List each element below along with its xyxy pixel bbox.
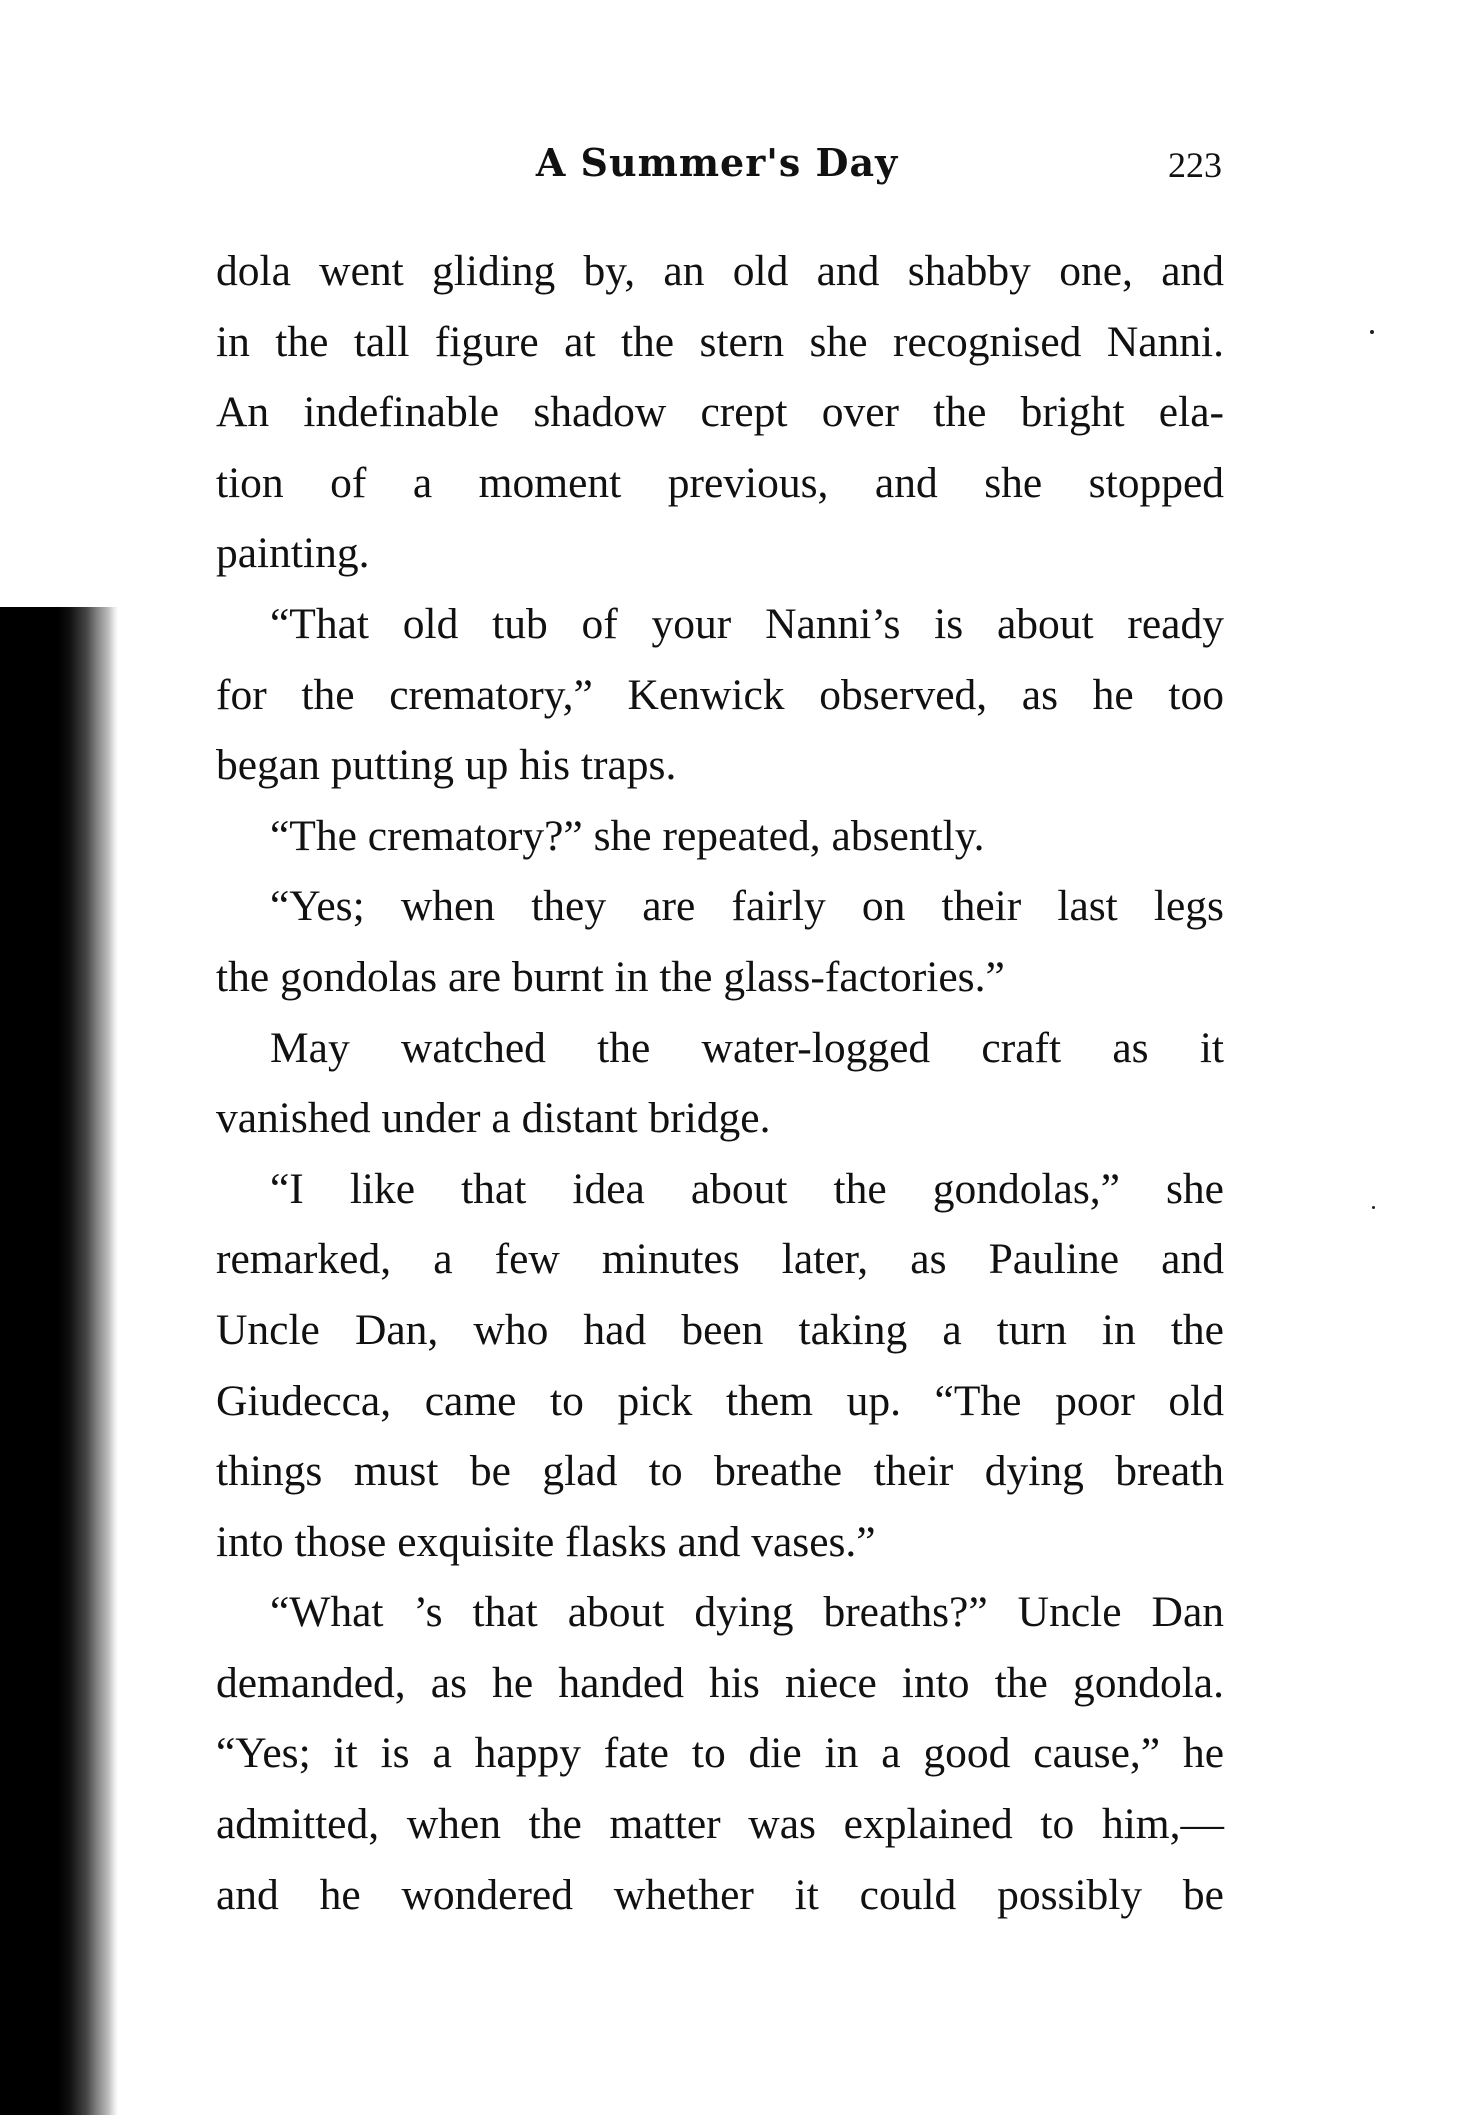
- text-line: Uncle Dan, who had been taking a turn in the: [216, 1305, 1224, 1354]
- page-number: 223: [1168, 145, 1222, 185]
- text-line: into those exquisite flasks and vases.”: [216, 1517, 876, 1566]
- text-line: in the tall figure at the stern she recognised Nanni.: [216, 317, 1224, 366]
- text-line: painting.: [216, 529, 370, 578]
- text-line: May watched the water-logged craft as it: [270, 1023, 1224, 1072]
- text-line: dola went gliding by, an old and shabby one, and: [216, 247, 1224, 295]
- text-line: things must be glad to breathe their dying breath: [216, 1447, 1224, 1496]
- text-line: the gondolas are burnt in the glass-factories.”: [216, 952, 1005, 1001]
- text-line: vanished under a distant bridge.: [216, 1094, 771, 1143]
- text-line: “What ’s that about dying breaths?” Uncle Dan: [270, 1588, 1224, 1637]
- text-line: “Yes; when they are fairly on their last legs: [270, 882, 1224, 931]
- text-line: “The crematory?” she repeated, absently.: [270, 811, 985, 860]
- text-line: for the crematory,” Kenwick observed, as he too: [216, 670, 1224, 719]
- text-line: Giudecca, came to pick them up. “The poor old: [216, 1376, 1224, 1425]
- text-line: remarked, a few minutes later, as Pauline and: [216, 1235, 1224, 1284]
- text-line: “Yes; it is a happy fate to die in a good cause,” he: [216, 1729, 1224, 1778]
- text-line: began putting up his traps.: [216, 741, 677, 790]
- text-line: and he wondered whether it could possibly be: [216, 1870, 1224, 1919]
- text-line: tion of a moment previous, and she stopped: [216, 458, 1224, 507]
- text-line: “I like that idea about the gondolas,” she: [270, 1164, 1224, 1213]
- text-line: admitted, when the matter was explained to him,—: [216, 1800, 1224, 1849]
- scan-speck: [1372, 1206, 1375, 1209]
- running-head: [212, 140, 1222, 190]
- text-line: demanded, as he handed his niece into the gondola.: [216, 1658, 1224, 1707]
- page-title: A Summer's Day: [535, 140, 899, 185]
- text-line: An indefinable shadow crept over the bright ela-: [216, 388, 1224, 437]
- scan-gutter-shadow: [0, 607, 118, 2115]
- scan-speck: [1370, 330, 1374, 334]
- body-text: [216, 236, 1224, 1930]
- text-line: “That old tub of your Nanni’s is about ready: [270, 599, 1224, 648]
